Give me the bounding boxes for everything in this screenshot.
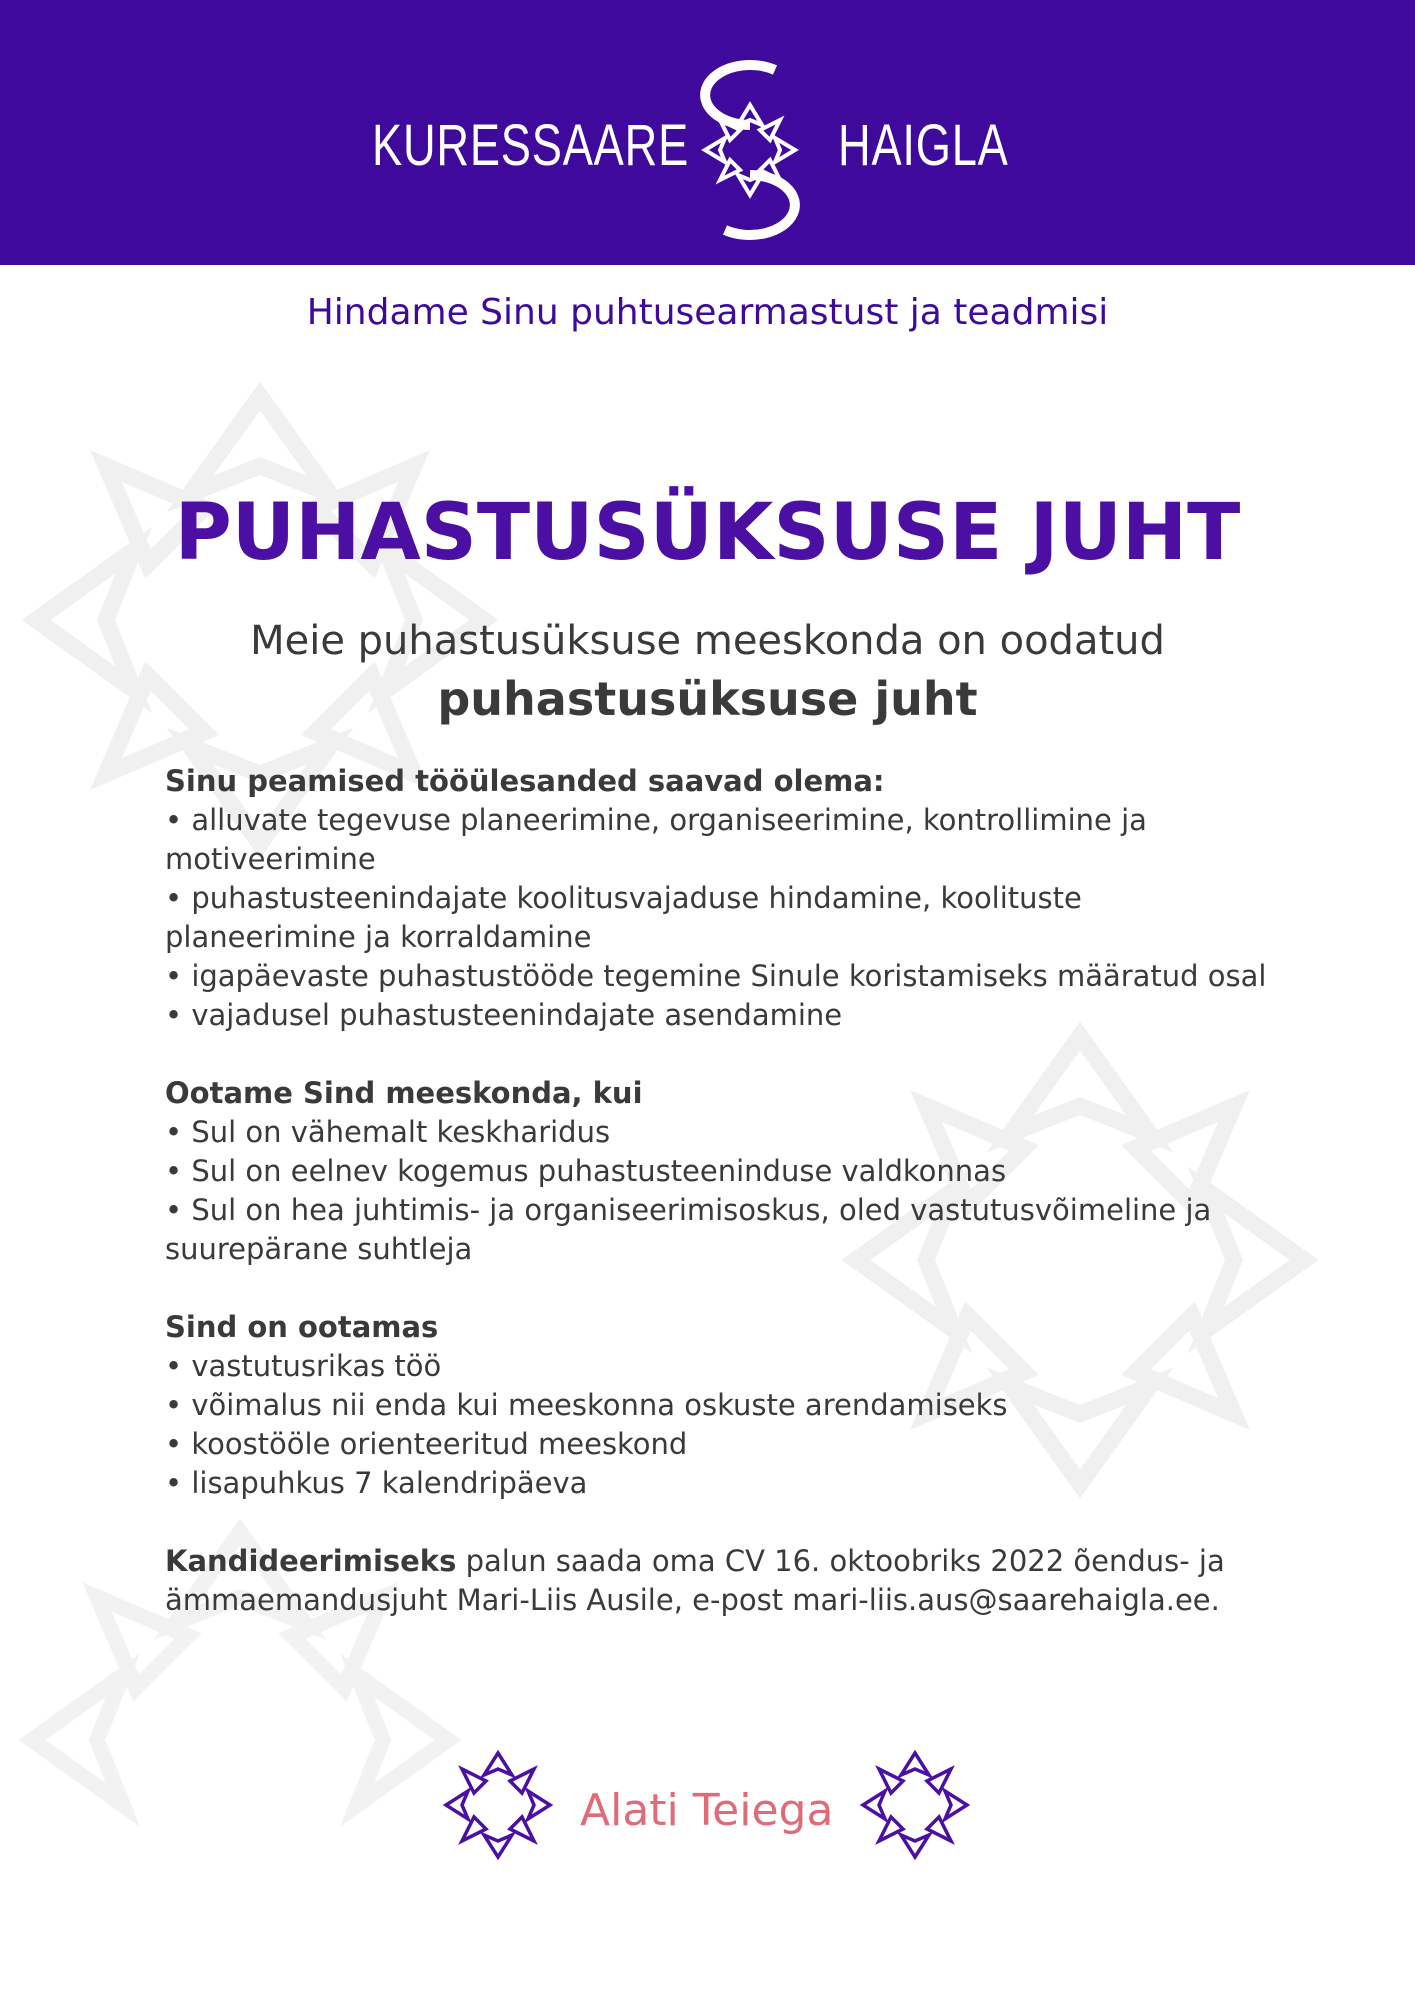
star-ornament-icon	[438, 1745, 558, 1865]
list-item: • lisapuhkus 7 kalendripäeva	[165, 1466, 588, 1500]
section-title: Sind on ootamas	[165, 1310, 439, 1344]
star-ornament-icon	[680, 50, 820, 250]
slogan: Alati Teiega	[580, 1785, 834, 1836]
header-banner	[0, 0, 1415, 265]
job-title: PUHASTUSÜKSUSE JUHT	[174, 488, 1241, 578]
intro-position: puhastusüksuse juht	[437, 672, 978, 726]
star-ornament-icon	[855, 1745, 975, 1865]
list-item: • Sul on hea juhtimis- ja organiseerimisoskus, oled vastutusvõimeline ja suurepärane suhtleja	[165, 1193, 1212, 1266]
section-title: Ootame Sind meeskonda, kui	[165, 1076, 643, 1110]
list-item: • võimalus nii enda kui meeskonna oskuste arendamiseks	[165, 1388, 1008, 1422]
application-lead: Kandideerimiseks	[165, 1544, 457, 1578]
application-text: palun saada oma CV 16. oktoobriks 2022 õendus- ja ämmaemandusjuht Mari-Liis Ausile, e-post mari-liis.aus@saarehaigla.ee.	[165, 1544, 1225, 1617]
section-benefits	[165, 1308, 1275, 1503]
intro-line: Meie puhastusüksuse meeskonda on oodatud	[250, 618, 1165, 664]
application-instructions	[165, 1542, 1275, 1620]
list-item: • igapäevaste puhastustööde tegemine Sinule koristamiseks määratud osal	[165, 959, 1267, 993]
list-item: • Sul on eelnev kogemus puhastusteeninduse valdkonnas	[165, 1154, 1007, 1188]
list-item: • Sul on vähemalt keskharidus	[165, 1115, 611, 1149]
section-requirements	[165, 1074, 1275, 1269]
tagline: Hindame Sinu puhtusearmastust ja teadmisi	[306, 292, 1109, 333]
list-item: • koostööle orienteeritud meeskond	[165, 1427, 688, 1461]
list-item: • puhastusteenindajate koolitusvajaduse hindamine, koolituste planeerimine ja korraldamine	[165, 881, 1082, 954]
intro	[0, 612, 1415, 728]
list-item: • vajadusel puhastusteenindajate asendamine	[165, 998, 843, 1032]
section-duties	[165, 762, 1275, 1035]
job-description	[165, 762, 1275, 1659]
logo-text-kuressaare: KURESSAARE	[372, 113, 690, 178]
list-item: • vastutusrikas töö	[165, 1349, 442, 1383]
list-item: • alluvate tegevuse planeerimine, organiseerimine, kontrollimine ja motiveerimine	[165, 803, 1147, 876]
section-title: Sinu peamised tööülesanded saavad olema:	[165, 764, 885, 798]
logo-text-haigla: HAIGLA	[838, 113, 1009, 178]
